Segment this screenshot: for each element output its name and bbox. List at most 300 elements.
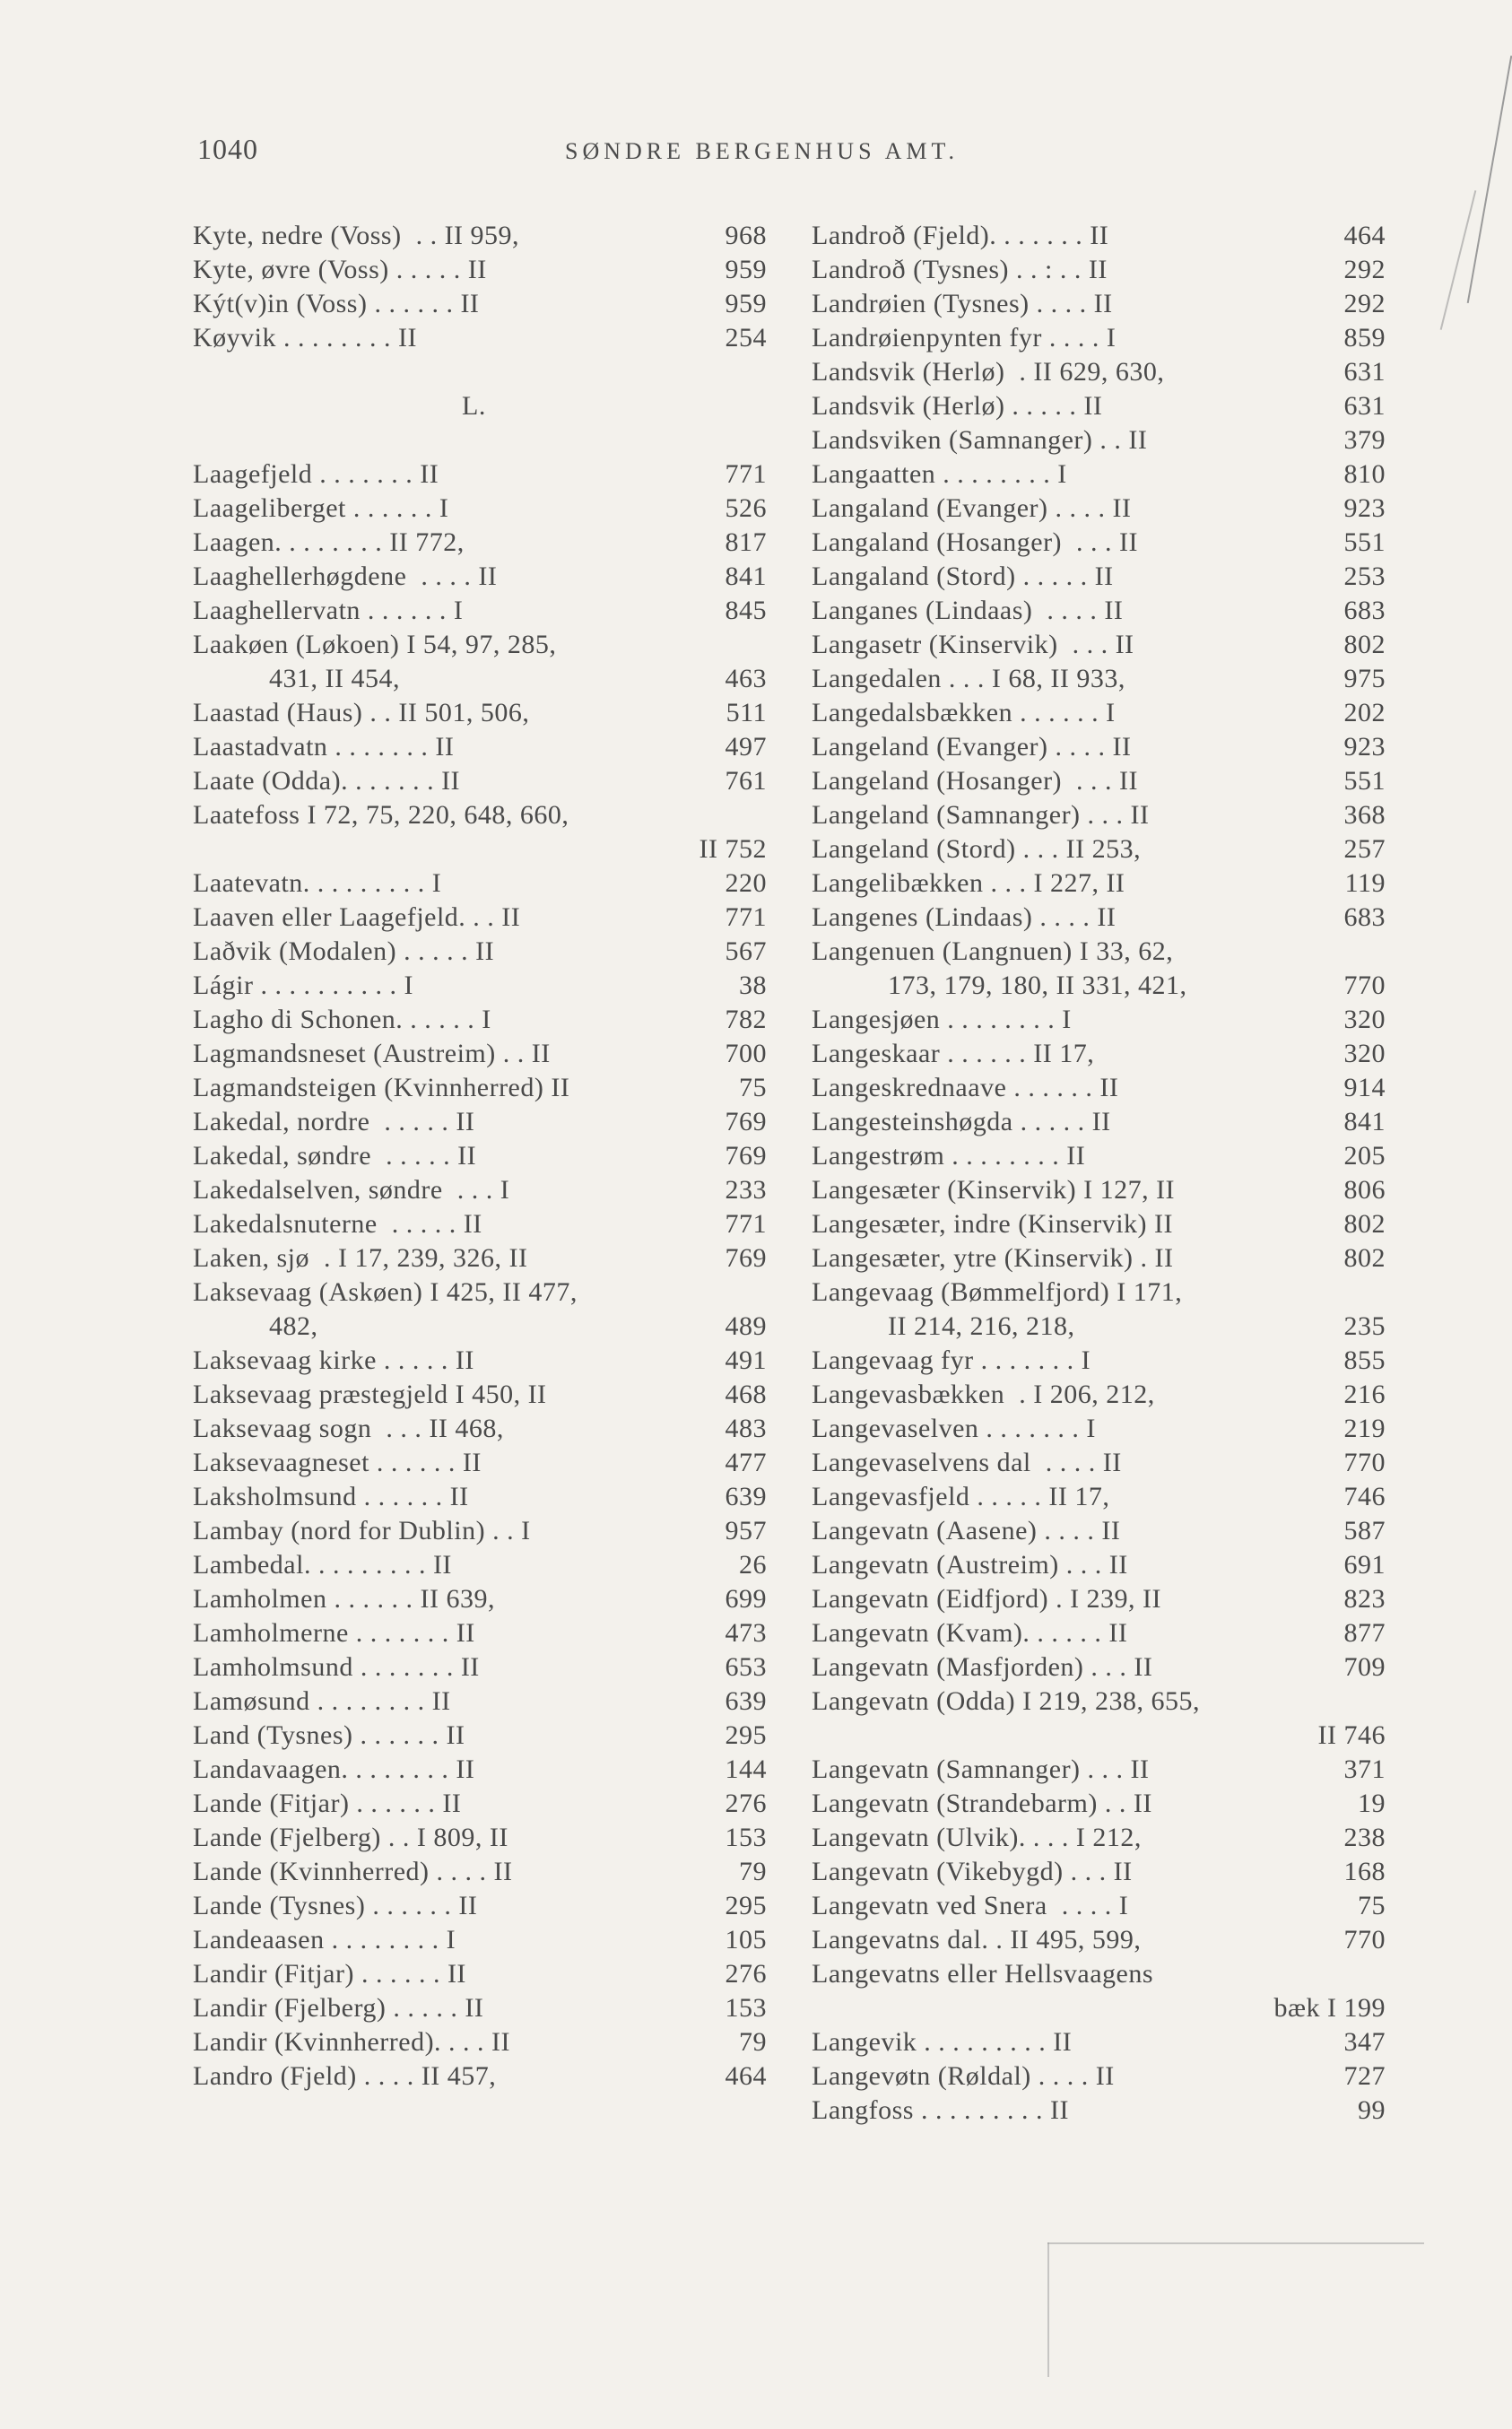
entry-text: Laageliberget . . . . . . I <box>193 493 449 523</box>
page-header <box>197 133 1354 178</box>
index-entry <box>193 321 767 355</box>
index-entry <box>193 287 767 321</box>
index-entry <box>812 730 1386 764</box>
entry-page-ref: 968 <box>725 221 767 250</box>
index-entry <box>812 1446 1386 1480</box>
entry-text: Kýt(v)in (Voss) . . . . . . II <box>193 289 480 318</box>
entry-page-ref: 473 <box>725 1618 767 1648</box>
entry-page-ref: 709 <box>1343 1652 1386 1682</box>
index-entry <box>812 457 1386 492</box>
index-entry <box>193 492 767 526</box>
entry-page-ref: 957 <box>725 1516 767 1545</box>
index-entry <box>193 560 767 594</box>
entry-text: Langeskaar . . . . . . II 17, <box>812 1039 1095 1068</box>
section-letter-heading <box>193 389 767 423</box>
index-entry <box>193 935 767 969</box>
entry-text: 482, <box>269 1311 318 1341</box>
entry-page-ref: 782 <box>725 1005 767 1034</box>
entry-page-ref: 347 <box>1343 2027 1386 2057</box>
entry-page-ref: 276 <box>725 1789 767 1818</box>
entry-page-ref: 491 <box>725 1345 767 1375</box>
entry-text: Langenuen (Langnuen) I 33, 62, <box>812 936 1174 966</box>
entry-text: Laken, sjø . I 17, 239, 326, II <box>193 1243 528 1273</box>
entry-page-ref: 746 <box>1343 1482 1386 1511</box>
entry-page-ref: 683 <box>1343 902 1386 932</box>
entry-text: Langeland (Samnanger) . . . II <box>812 800 1150 830</box>
entry-page-ref: 320 <box>1343 1039 1386 1068</box>
index-entry <box>812 1685 1386 1719</box>
index-entry <box>812 1412 1386 1446</box>
entry-text: L. <box>462 391 486 421</box>
entry-page-ref: 75 <box>1358 1891 1386 1920</box>
index-entry <box>812 866 1386 901</box>
index-entry <box>193 1071 767 1105</box>
index-entry <box>812 253 1386 287</box>
index-entry <box>193 1344 767 1378</box>
entry-text: Langevatn (Masfjorden) . . . II <box>812 1652 1153 1682</box>
entry-text: Langaland (Hosanger) . . . II <box>812 527 1139 557</box>
entry-text: Landavaagen. . . . . . . . II <box>193 1754 475 1784</box>
entry-text: Laksevaag (Askøen) I 425, II 477, <box>193 1277 578 1307</box>
entry-text: Laakøen (Løkoen) I 54, 97, 285, <box>193 630 557 659</box>
entry-text: Lamøsund . . . . . . . . II <box>193 1686 451 1716</box>
entry-page-ref: 153 <box>725 1823 767 1852</box>
entry-page-ref: 587 <box>1343 1516 1386 1545</box>
entry-text: Langevatn (Strandebarm) . . II <box>812 1789 1152 1818</box>
entry-page-ref: 75 <box>739 1073 767 1102</box>
entry-page-ref: 463 <box>725 664 767 693</box>
entry-text: Langevatn (Ulvik). . . . I 212, <box>812 1823 1142 1852</box>
entry-page-ref: II 752 <box>699 834 767 864</box>
entry-page-ref: 683 <box>1343 596 1386 625</box>
index-entry-continuation <box>812 969 1386 1003</box>
entry-text: II 214, 216, 218, <box>888 1311 1075 1341</box>
entry-text: Laatevatn. . . . . . . . . I <box>193 868 442 898</box>
entry-text: Landrøien (Tysnes) . . . . II <box>812 289 1113 318</box>
index-entry <box>193 1889 767 1923</box>
index-entry <box>812 1548 1386 1582</box>
entry-page-ref: 923 <box>1343 732 1386 762</box>
entry-page-ref: 257 <box>1343 834 1386 864</box>
entry-page-ref: 295 <box>725 1720 767 1750</box>
entry-page-ref: 761 <box>725 766 767 796</box>
page-edge-line <box>1467 56 1512 303</box>
index-entry <box>193 1650 767 1685</box>
entry-page-ref: 631 <box>1343 391 1386 421</box>
entry-page-ref: 567 <box>725 936 767 966</box>
index-entry <box>812 389 1386 423</box>
entry-text: Langesteinshøgda . . . . . II <box>812 1107 1111 1136</box>
index-entry <box>812 1173 1386 1207</box>
entry-page-ref: 700 <box>725 1039 767 1068</box>
entry-text: Lande (Tysnes) . . . . . . II <box>193 1891 478 1920</box>
entry-page-ref: 959 <box>725 289 767 318</box>
entry-page-ref: 468 <box>725 1380 767 1409</box>
index-entry <box>812 2094 1386 2128</box>
index-entry <box>193 628 767 662</box>
index-entry <box>193 1412 767 1446</box>
entry-page-ref: 497 <box>725 732 767 762</box>
entry-text: Lagmandsteigen (Kvinnherred) II <box>193 1073 570 1102</box>
entry-page-ref: 153 <box>725 1993 767 2023</box>
index-entry <box>193 1616 767 1650</box>
entry-text: Lamholmsund . . . . . . . II <box>193 1652 480 1682</box>
entry-page-ref: 371 <box>1343 1754 1386 1784</box>
entry-page-ref: 639 <box>725 1686 767 1716</box>
entry-text: Laatefoss I 72, 75, 220, 648, 660, <box>193 800 569 830</box>
index-entry <box>193 253 767 287</box>
entry-page-ref: 295 <box>725 1891 767 1920</box>
entry-page-ref: 802 <box>1343 1243 1386 1273</box>
entry-text: Langevatn (Samnanger) . . . II <box>812 1754 1150 1784</box>
entry-text: Langevatns dal. . II 495, 599, <box>812 1925 1142 1955</box>
entry-text: Langenes (Lindaas) . . . . II <box>812 902 1117 932</box>
entry-page-ref: 859 <box>1343 323 1386 353</box>
entry-page-ref: 79 <box>739 1857 767 1886</box>
index-entry <box>812 764 1386 798</box>
index-entry <box>193 2059 767 2094</box>
index-entry <box>812 935 1386 969</box>
entry-page-ref: 216 <box>1343 1380 1386 1409</box>
entry-page-ref: 817 <box>725 527 767 557</box>
index-entry <box>193 1446 767 1480</box>
entry-text: Lande (Fitjar) . . . . . . II <box>193 1789 462 1818</box>
entry-text: Langaland (Stord) . . . . . II <box>812 562 1114 591</box>
index-entry <box>812 1241 1386 1275</box>
entry-text: Laksholmsund . . . . . . II <box>193 1482 469 1511</box>
entry-page-ref: 38 <box>739 971 767 1000</box>
entry-page-ref: 855 <box>1343 1345 1386 1375</box>
entry-text: Landrøienpynten fyr . . . . I <box>812 323 1117 353</box>
index-entry <box>193 1207 767 1241</box>
entry-text: 431, II 454, <box>269 664 400 693</box>
index-entry <box>812 1650 1386 1685</box>
index-entry-continuation <box>812 1310 1386 1344</box>
entry-text: Langevatn (Aasene) . . . . II <box>812 1516 1121 1545</box>
entry-text: Laaghellerhøgdene . . . . II <box>193 562 498 591</box>
entry-text: Langeskrednaave . . . . . . II <box>812 1073 1119 1102</box>
index-entry <box>812 1378 1386 1412</box>
index-entry <box>812 560 1386 594</box>
index-entry <box>193 1173 767 1207</box>
index-entry <box>193 219 767 253</box>
entry-page-ref: 551 <box>1343 766 1386 796</box>
index-entry <box>193 1855 767 1889</box>
index-entry-continuation <box>193 832 767 866</box>
entry-text: Langevik . . . . . . . . . II <box>812 2027 1073 2057</box>
entry-page-ref: 551 <box>1343 527 1386 557</box>
entry-text: Langevatn (Kvam). . . . . . II <box>812 1618 1128 1648</box>
index-entry <box>812 1037 1386 1071</box>
entry-text: Landro (Fjeld) . . . . II 457, <box>193 2061 497 2091</box>
entry-page-ref: 877 <box>1343 1618 1386 1648</box>
index-entry <box>193 1957 767 1991</box>
entry-text: Laastadvatn . . . . . . . II <box>193 732 455 762</box>
entry-page-ref: 254 <box>725 323 767 353</box>
index-entry <box>193 1991 767 2025</box>
entry-text: Langedalsbækken . . . . . . I <box>812 698 1116 727</box>
entry-text: Landsviken (Samnanger) . . II <box>812 425 1148 455</box>
entry-text: Langanes (Lindaas) . . . . II <box>812 596 1124 625</box>
entry-page-ref: 691 <box>1343 1550 1386 1580</box>
entry-page-ref: 205 <box>1343 1141 1386 1171</box>
entry-page-ref: 320 <box>1343 1005 1386 1034</box>
entry-page-ref: 464 <box>725 2061 767 2091</box>
entry-page-ref: 483 <box>725 1414 767 1443</box>
entry-text: Landir (Fitjar) . . . . . . II <box>193 1959 466 1989</box>
entry-page-ref: 771 <box>725 902 767 932</box>
entry-page-ref: 810 <box>1343 459 1386 489</box>
entry-text: Langesjøen . . . . . . . . I <box>812 1005 1072 1034</box>
entry-page-ref: 653 <box>725 1652 767 1682</box>
index-entry <box>812 1105 1386 1139</box>
index-entry <box>812 1582 1386 1616</box>
index-entry <box>812 287 1386 321</box>
index-entry <box>812 219 1386 253</box>
entry-page-ref: 464 <box>1343 221 1386 250</box>
entry-text: Laagefjeld . . . . . . . II <box>193 459 439 489</box>
entry-text: Langestrøm . . . . . . . . II <box>812 1141 1086 1171</box>
entry-text: Lakedal, nordre . . . . . II <box>193 1107 475 1136</box>
entry-text: Lágir . . . . . . . . . . I <box>193 971 413 1000</box>
page-number: 1040 <box>197 133 258 165</box>
entry-text: Landsvik (Herlø) . . . . . II <box>812 391 1103 421</box>
entry-text: Landroð (Tysnes) . . : . . II <box>812 255 1108 284</box>
entry-page-ref: 769 <box>725 1141 767 1171</box>
entry-page-ref: 771 <box>725 1209 767 1239</box>
entry-text: Laðvik (Modalen) . . . . . II <box>193 936 495 966</box>
entry-text: Lambay (nord for Dublin) . . I <box>193 1516 531 1545</box>
entry-page-ref: 168 <box>1343 1857 1386 1886</box>
entry-page-ref: 631 <box>1343 357 1386 387</box>
entry-text: Laksevaag præstegjeld I 450, II <box>193 1380 547 1409</box>
index-entry <box>193 1821 767 1855</box>
entry-page-ref: 79 <box>739 2027 767 2057</box>
index-entry <box>812 1787 1386 1821</box>
entry-text: Lakedalsnuterne . . . . . II <box>193 1209 482 1239</box>
entry-text: Laastad (Haus) . . II 501, 506, <box>193 698 530 727</box>
index-column-right <box>812 219 1386 2128</box>
index-entry <box>812 1003 1386 1037</box>
entry-text: Landeaasen . . . . . . . . I <box>193 1925 456 1955</box>
entry-text: Langevatn ved Snera . . . . I <box>812 1891 1129 1920</box>
entry-page-ref: 119 <box>1344 868 1386 898</box>
entry-page-ref: 105 <box>725 1925 767 1955</box>
index-entry <box>193 1514 767 1548</box>
index-entry <box>812 1889 1386 1923</box>
entry-page-ref: 802 <box>1343 1209 1386 1239</box>
index-entry-continuation <box>812 1719 1386 1753</box>
entry-text: Landir (Kvinnherred). . . . II <box>193 2027 511 2057</box>
index-entry <box>193 764 767 798</box>
entry-text: Laagen. . . . . . . . II 772, <box>193 527 465 557</box>
entry-text: Lakedal, søndre . . . . . II <box>193 1141 477 1171</box>
index-entry <box>193 457 767 492</box>
index-entry <box>812 1071 1386 1105</box>
index-entry <box>812 1616 1386 1650</box>
index-entry <box>812 492 1386 526</box>
entry-text: Lagho di Schonen. . . . . . I <box>193 1005 491 1034</box>
entry-page-ref: 526 <box>725 493 767 523</box>
index-entry <box>812 1821 1386 1855</box>
entry-page-ref: 489 <box>725 1311 767 1341</box>
entry-page-ref: 959 <box>725 255 767 284</box>
entry-text: Kyte, nedre (Voss) . . II 959, <box>193 221 520 250</box>
index-entry <box>193 1378 767 1412</box>
entry-page-ref: bæk I 199 <box>1273 1993 1386 2023</box>
entry-text: Langeland (Evanger) . . . . II <box>812 732 1132 762</box>
entry-page-ref: II 746 <box>1317 1720 1386 1750</box>
index-entry <box>193 1037 767 1071</box>
entry-text: Langesæter, indre (Kinservik) II <box>812 1209 1173 1239</box>
entry-page-ref: 845 <box>725 596 767 625</box>
entry-page-ref: 292 <box>1343 255 1386 284</box>
entry-text: Langeland (Stord) . . . II 253, <box>812 834 1142 864</box>
entry-text: Langevøtn (Røldal) . . . . II <box>812 2061 1115 2091</box>
entry-text: Lakedalselven, søndre . . . I <box>193 1175 510 1205</box>
index-entry-continuation <box>193 1310 767 1344</box>
entry-page-ref: 368 <box>1343 800 1386 830</box>
entry-page-ref: 699 <box>725 1584 767 1614</box>
entry-page-ref: 219 <box>1343 1414 1386 1443</box>
index-entry <box>812 526 1386 560</box>
entry-page-ref: 202 <box>1343 698 1386 727</box>
entry-page-ref: 220 <box>725 868 767 898</box>
entry-text: Langesæter (Kinservik) I 127, II <box>812 1175 1176 1205</box>
entry-page-ref: 841 <box>1343 1107 1386 1136</box>
index-entry <box>193 696 767 730</box>
entry-text: Langevatn (Vikebygd) . . . II <box>812 1857 1133 1886</box>
index-entry <box>193 901 767 935</box>
index-entry <box>812 594 1386 628</box>
index-entry <box>812 1480 1386 1514</box>
entry-text: Langasetr (Kinservik) . . . II <box>812 630 1134 659</box>
entry-text: 173, 179, 180, II 331, 421, <box>888 971 1187 1000</box>
entry-text: Laate (Odda). . . . . . . II <box>193 766 461 796</box>
index-entry <box>812 832 1386 866</box>
entry-text: Langevaselvens dal . . . . II <box>812 1448 1122 1477</box>
index-entry <box>193 1003 767 1037</box>
entry-text: Lamholmen . . . . . . II 639, <box>193 1584 495 1614</box>
running-title: SØNDRE BERGENHUS AMT. <box>565 138 959 164</box>
index-entry <box>812 1957 1386 1991</box>
entry-page-ref: 26 <box>739 1550 767 1580</box>
blank-line <box>193 423 767 457</box>
entry-page-ref: 823 <box>1343 1584 1386 1614</box>
entry-page-ref: 975 <box>1343 664 1386 693</box>
index-entry <box>812 2025 1386 2059</box>
index-entry <box>812 355 1386 389</box>
entry-text: Langevatn (Odda) I 219, 238, 655, <box>812 1686 1201 1716</box>
index-entry <box>193 1241 767 1275</box>
index-entry <box>812 628 1386 662</box>
entry-text: Lambedal. . . . . . . . . II <box>193 1550 452 1580</box>
entry-page-ref: 144 <box>725 1754 767 1784</box>
index-column-left <box>193 219 767 2094</box>
entry-text: Langevaselven . . . . . . . I <box>812 1414 1096 1443</box>
entry-page-ref: 771 <box>725 459 767 489</box>
entry-text: Langevaag (Bømmelfjord) I 171, <box>812 1277 1183 1307</box>
entry-page-ref: 802 <box>1343 630 1386 659</box>
index-entry <box>193 1275 767 1310</box>
entry-page-ref: 276 <box>725 1959 767 1989</box>
entry-text: Lagmandsneset (Austreim) . . II <box>193 1039 551 1068</box>
entry-text: Landroð (Fjeld). . . . . . . II <box>812 221 1109 250</box>
index-entry <box>812 696 1386 730</box>
index-entry <box>812 1344 1386 1378</box>
entry-text: Lande (Kvinnherred) . . . . II <box>193 1857 513 1886</box>
index-entry <box>193 969 767 1003</box>
entry-text: Kyte, øvre (Voss) . . . . . II <box>193 255 487 284</box>
entry-text: Langelibækken . . . I 227, II <box>812 868 1125 898</box>
entry-text: Langevaag fyr . . . . . . . I <box>812 1345 1091 1375</box>
index-entry <box>812 1855 1386 1889</box>
entry-text: Langevatn (Eidfjord) . I 239, II <box>812 1584 1162 1614</box>
entry-text: Langfoss . . . . . . . . . II <box>812 2095 1069 2125</box>
entry-page-ref: 99 <box>1358 2095 1386 2125</box>
index-entry <box>193 1480 767 1514</box>
entry-page-ref: 511 <box>726 698 767 727</box>
index-entry <box>812 1207 1386 1241</box>
entry-text: Langevatn (Austreim) . . . II <box>812 1550 1128 1580</box>
entry-text: Laksevaag sogn . . . II 468, <box>193 1414 504 1443</box>
index-entry <box>812 798 1386 832</box>
entry-text: Langevasfjeld . . . . . II 17, <box>812 1482 1110 1511</box>
entry-text: Laaghellervatn . . . . . . I <box>193 596 464 625</box>
entry-text: Laksevaagneset . . . . . . II <box>193 1448 482 1477</box>
index-entry <box>193 1719 767 1753</box>
entry-page-ref: 841 <box>725 562 767 591</box>
entry-page-ref: 292 <box>1343 289 1386 318</box>
index-entry <box>812 1514 1386 1548</box>
entry-text: Langevatns eller Hellsvaagens <box>812 1959 1154 1989</box>
entry-page-ref: 19 <box>1358 1789 1386 1818</box>
index-entry <box>193 1923 767 1957</box>
index-entry <box>812 321 1386 355</box>
entry-text: Køyvik . . . . . . . . II <box>193 323 417 353</box>
page-edge-line <box>1440 190 1477 330</box>
entry-text: Langesæter, ytre (Kinservik) . II <box>812 1243 1174 1273</box>
index-entry <box>193 866 767 901</box>
page-corner-mark <box>1047 2242 1424 2244</box>
index-entry <box>812 1275 1386 1310</box>
index-entry <box>193 1753 767 1787</box>
index-entry <box>193 1582 767 1616</box>
entry-text: Land (Tysnes) . . . . . . II <box>193 1720 465 1750</box>
index-entry <box>193 2025 767 2059</box>
index-entry-continuation <box>812 1991 1386 2025</box>
entry-text: Lande (Fjelberg) . . I 809, II <box>193 1823 508 1852</box>
index-entry <box>812 1139 1386 1173</box>
entry-text: Landsvik (Herlø) . II 629, 630, <box>812 357 1165 387</box>
entry-page-ref: 379 <box>1343 425 1386 455</box>
index-entry-continuation <box>193 662 767 696</box>
entry-text: Laaven eller Laagefjeld. . . II <box>193 902 521 932</box>
entry-page-ref: 639 <box>725 1482 767 1511</box>
entry-page-ref: 235 <box>1343 1311 1386 1341</box>
page-corner-mark <box>1047 2242 1049 2377</box>
entry-page-ref: 477 <box>725 1448 767 1477</box>
entry-page-ref: 770 <box>1343 1925 1386 1955</box>
index-entry <box>193 1685 767 1719</box>
index-entry <box>193 526 767 560</box>
entry-page-ref: 923 <box>1343 493 1386 523</box>
index-entry <box>193 1105 767 1139</box>
index-entry <box>193 730 767 764</box>
entry-page-ref: 770 <box>1343 1448 1386 1477</box>
entry-page-ref: 914 <box>1343 1073 1386 1102</box>
index-entry <box>812 901 1386 935</box>
